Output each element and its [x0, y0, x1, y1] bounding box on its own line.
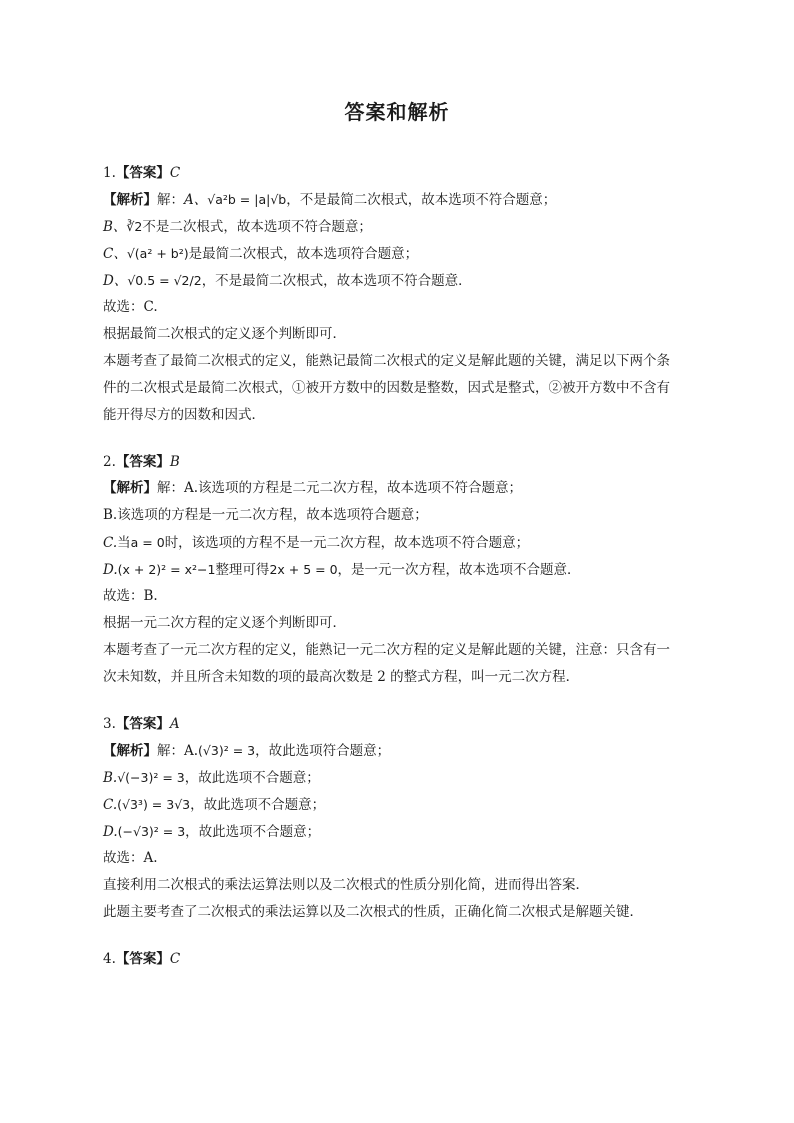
q2-opt-c-math: a = 0	[130, 535, 165, 550]
q2-analysis-c	[103, 529, 703, 556]
q1-comment-2: 件的二次根式是最简二次根式，①被开方数中的因数是整数，因式是整式，②被开方数中不含有	[103, 380, 670, 396]
q2-opt-c-text-1: 当	[117, 535, 131, 551]
page-title: 答案和解析	[344, 100, 450, 124]
q1-opt-a-label: A、	[184, 192, 208, 208]
q1-choose: 故选：C.	[103, 299, 158, 315]
q1-opt-d-label: D、	[103, 273, 128, 289]
q1-answer: C	[169, 165, 181, 181]
q2-opt-d-math-1: (x + 2)² = x²−1	[117, 562, 216, 577]
q1-opt-c-text: 是最简二次根式，故本选项符合题意；	[188, 246, 419, 262]
q1-comment-1: 本题考查了最简二次根式的定义，能熟记最简二次根式的定义是解此题的关键，满足以下两个条	[103, 353, 670, 369]
q3-opt-a-text: ，故此选项符合题意；	[255, 743, 391, 759]
q3-answer-line	[103, 711, 703, 737]
q1-analysis-a	[103, 186, 703, 213]
q2-analysis-d	[103, 556, 703, 583]
q3-answer-tag: 【答案】	[115, 716, 170, 732]
q4-answer-tag: 【答案】	[115, 951, 170, 967]
q3-opt-d-label: D.	[103, 824, 118, 840]
spacer	[103, 691, 703, 711]
q1-opt-b-label: B、	[103, 219, 127, 235]
q3-opt-b-math: √(−3)² = 3	[117, 770, 185, 785]
q2-opt-c-label: C.	[103, 535, 118, 551]
q4-number: 4.	[103, 951, 116, 967]
answer-content	[103, 160, 703, 972]
q2-answer-tag: 【答案】	[115, 454, 170, 470]
q1-comment-3: 能开得尽方的因数和因式．	[103, 407, 265, 423]
q2-hint: 根据一元二次方程的定义逐个判断即可．	[103, 615, 346, 631]
q1-opt-a-math: √a²b = |a|√b	[207, 192, 287, 207]
q1-number: 1.	[103, 165, 116, 181]
q2-line-1: 解：A.该选项的方程是二元二次方程，故本选项不符合题意；	[157, 480, 523, 496]
q2-opt-d-label: D.	[103, 562, 118, 578]
q1-analysis-b	[103, 213, 703, 240]
q1-hint: 根据最简二次根式的定义逐个判断即可．	[103, 326, 346, 342]
q1-opt-b-math: ∛2	[126, 219, 143, 234]
q3-hint: 直接利用二次根式的乘法运算法则以及二次根式的性质分别化简，进而得出答案．	[103, 877, 589, 893]
q2-opt-d-text-2: ，是一元一次方程，故本选项不合题意．	[337, 562, 581, 578]
q1-analysis-tag: 【解析】	[103, 192, 157, 208]
q3-opt-d-math: (−√3)² = 3	[117, 824, 186, 839]
q3-analysis-tag: 【解析】	[103, 743, 157, 759]
q3-opt-d-text: ，故此选项不合题意；	[185, 824, 321, 840]
q3-opt-b-text: ，故此选项不合题意；	[184, 770, 320, 786]
q2-comment-1: 本题考查了一元二次方程的定义，能熟记一元二次方程的定义是解此题的关键，注意：只含有一	[103, 642, 670, 658]
q3-opt-b-label: B.	[103, 770, 118, 786]
q1-analysis-intro: 解：	[157, 192, 184, 208]
q2-analysis-b: B.该选项的方程是一元二次方程，故本选项符合题意；	[103, 507, 428, 523]
q3-opt-c-label: C.	[103, 797, 118, 813]
q1-answer-line	[103, 160, 703, 186]
q3-opt-c-math: (√3³) = 3√3	[117, 797, 191, 812]
q2-choose: 故选：B.	[103, 588, 158, 604]
q2-answer: B	[169, 454, 180, 470]
q2-opt-d-text-1: 整理可得	[215, 562, 270, 578]
q2-analysis-a	[103, 475, 703, 502]
q2-analysis-tag: 【解析】	[103, 480, 157, 496]
q3-analysis-c	[103, 791, 703, 818]
q3-choose: 故选：A.	[103, 850, 158, 866]
q3-comment: 此题主要考查了二次根式的乘法运算以及二次根式的性质，正确化简二次根式是解题关键．	[103, 904, 643, 920]
q1-opt-d-text: ，不是最简二次根式，故本选项不符合题意．	[201, 273, 472, 289]
q3-answer: A	[169, 716, 180, 732]
q1-answer-tag: 【答案】	[115, 165, 170, 181]
q2-number: 2.	[103, 454, 116, 470]
q3-opt-a-math: (√3)² = 3	[198, 743, 256, 758]
q3-opt-a-prefix: 解：A.	[157, 743, 199, 759]
q4-answer: C	[169, 951, 181, 967]
q2-opt-d-math-2: 2x + 5 = 0	[269, 562, 338, 577]
q1-opt-a-text: ，不是最简二次根式，故本选项不符合题意；	[286, 192, 557, 208]
q2-comment-2: 次未知数，并且所含未知数的项的最高次数是 2 的整式方程，叫一元二次方程．	[103, 669, 580, 685]
q4-answer-line	[103, 946, 703, 972]
q3-analysis-b	[103, 764, 703, 791]
q3-analysis-a	[103, 737, 703, 764]
spacer	[103, 926, 703, 946]
q2-opt-c-text-2: 时，该选项的方程不是一元二次方程，故本选项不符合题意；	[164, 535, 530, 551]
q3-number: 3.	[103, 716, 116, 732]
q1-analysis-c	[103, 240, 703, 267]
q3-analysis-d	[103, 818, 703, 845]
q1-opt-c-math: √(a² + b²)	[126, 246, 189, 261]
q1-analysis-d	[103, 267, 703, 294]
q1-opt-d-math: √0.5 = √2/2	[127, 273, 202, 288]
q3-opt-c-text: ，故此选项不合题意；	[190, 797, 326, 813]
spacer	[103, 429, 703, 449]
q1-opt-c-label: C、	[103, 246, 127, 262]
q1-opt-b-text: 不是二次根式，故本选项不符合题意；	[142, 219, 372, 235]
q2-answer-line	[103, 449, 703, 475]
